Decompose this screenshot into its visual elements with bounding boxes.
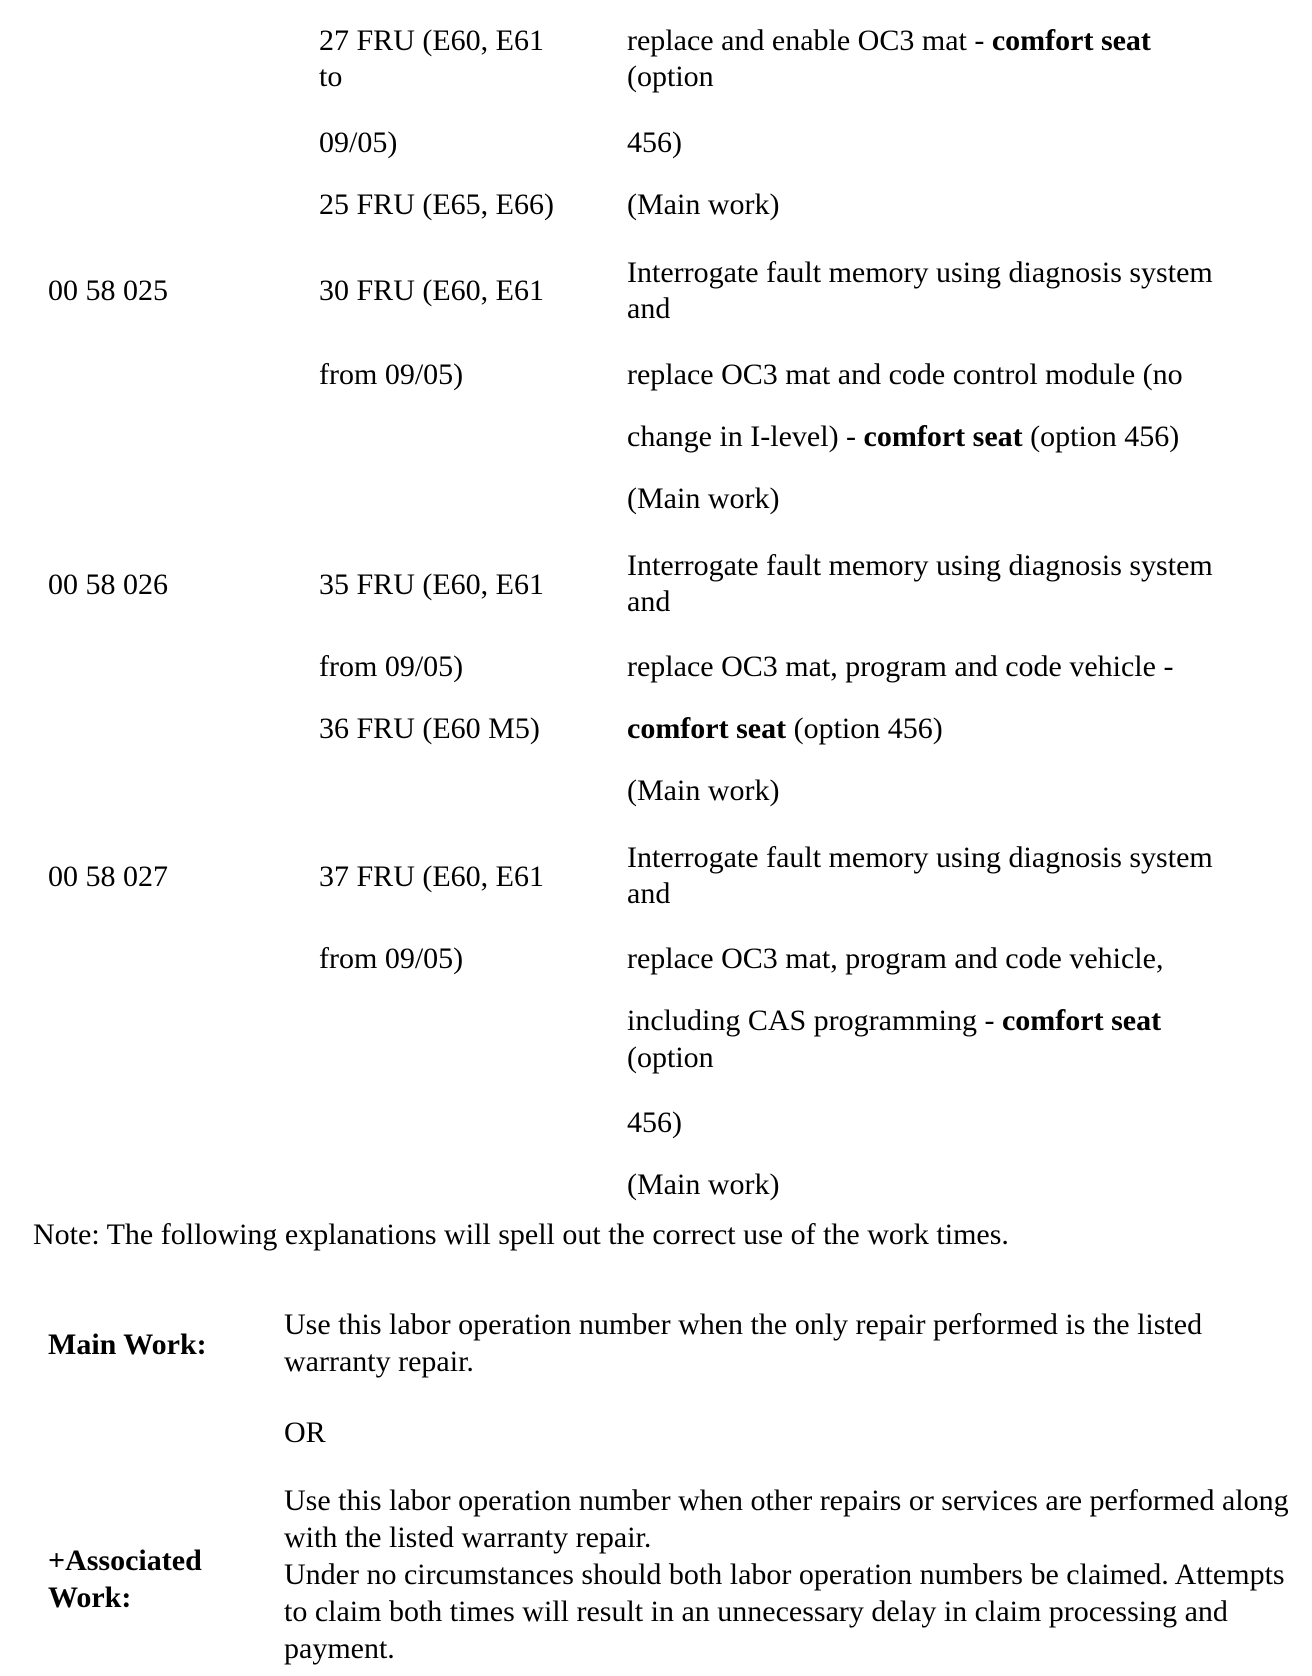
description-line [627, 418, 1179, 455]
description-line: (option [627, 1041, 714, 1074]
description-line: (option [627, 60, 714, 93]
description-text: including CAS programming - [627, 1004, 1002, 1037]
description-emphasis: comfort seat [627, 712, 787, 745]
description-line: Interrogate fault memory using diagnosis system [627, 549, 1213, 582]
description-line: (Main work) [627, 1168, 780, 1201]
description-line: and [627, 292, 671, 325]
main-work-text: Use this labor operation number when the only repair performed is the listed warranty repair. [284, 1308, 1203, 1378]
description-line: replace OC3 mat and code control module (no [627, 358, 1183, 391]
fru-cell: 36 FRU (E60 M5) [319, 712, 540, 745]
associated-work-text-1: Use this labor operation number when other repairs or services are performed along with the listed warranty repair. [284, 1484, 1289, 1554]
or-text: OR [284, 1416, 326, 1449]
fru-cell: 27 FRU (E60, E61 [319, 24, 544, 57]
description-line [627, 1002, 1161, 1039]
note-text: Note: The following explanations will spell out the correct use of the work times. [33, 1218, 1009, 1251]
main-work-label: Main Work: [48, 1328, 207, 1361]
description-line: Interrogate fault memory using diagnosis system [627, 256, 1213, 289]
description-line [627, 710, 943, 747]
labor-code: 00 58 025 [48, 274, 168, 307]
fru-cell: to [319, 60, 343, 93]
fru-cell: 25 FRU (E65, E66) [319, 188, 554, 221]
description-text: (option 456) [786, 712, 943, 745]
fru-cell: from 09/05) [319, 942, 464, 975]
fru-cell: from 09/05) [319, 650, 464, 683]
description-text: change in I-level) - [627, 420, 864, 453]
associated-work-text [284, 1482, 1294, 1667]
labor-code: 00 58 027 [48, 860, 168, 893]
description-line: Interrogate fault memory using diagnosis system [627, 841, 1213, 874]
description-text: replace and enable OC3 mat - [627, 24, 992, 57]
description-emphasis: comfort seat [863, 420, 1023, 453]
description-line: and [627, 585, 671, 618]
description-line: (Main work) [627, 188, 780, 221]
description-text: (option 456) [1022, 420, 1180, 453]
description-line: 456) [627, 1106, 682, 1139]
description-line [627, 22, 1151, 59]
description-line: and [627, 877, 671, 910]
description-line: replace OC3 mat, program and code vehicle, [627, 942, 1164, 975]
fru-cell: 09/05) [319, 126, 398, 159]
description-line: 456) [627, 126, 682, 159]
description-emphasis: comfort seat [991, 24, 1151, 57]
fru-cell: 37 FRU (E60, E61 [319, 860, 544, 893]
associated-work-text-2: Under no circumstances should both labor operation numbers be claimed. Attempts to claim both times will result in an unnecessary delay in claim processing and payment. [284, 1558, 1285, 1665]
description-line: replace OC3 mat, program and code vehicle - [627, 650, 1174, 683]
fru-cell: 30 FRU (E60, E61 [319, 274, 544, 307]
associated-work-label-line2: Work: [48, 1581, 132, 1614]
description-emphasis: comfort seat [1001, 1004, 1162, 1037]
associated-work-label-line1: +Associated [48, 1544, 202, 1577]
labor-code: 00 58 026 [48, 568, 168, 601]
description-line: (Main work) [627, 482, 780, 515]
fru-cell: 35 FRU (E60, E61 [319, 568, 544, 601]
fru-cell: from 09/05) [319, 358, 464, 391]
description-line: (Main work) [627, 774, 780, 807]
